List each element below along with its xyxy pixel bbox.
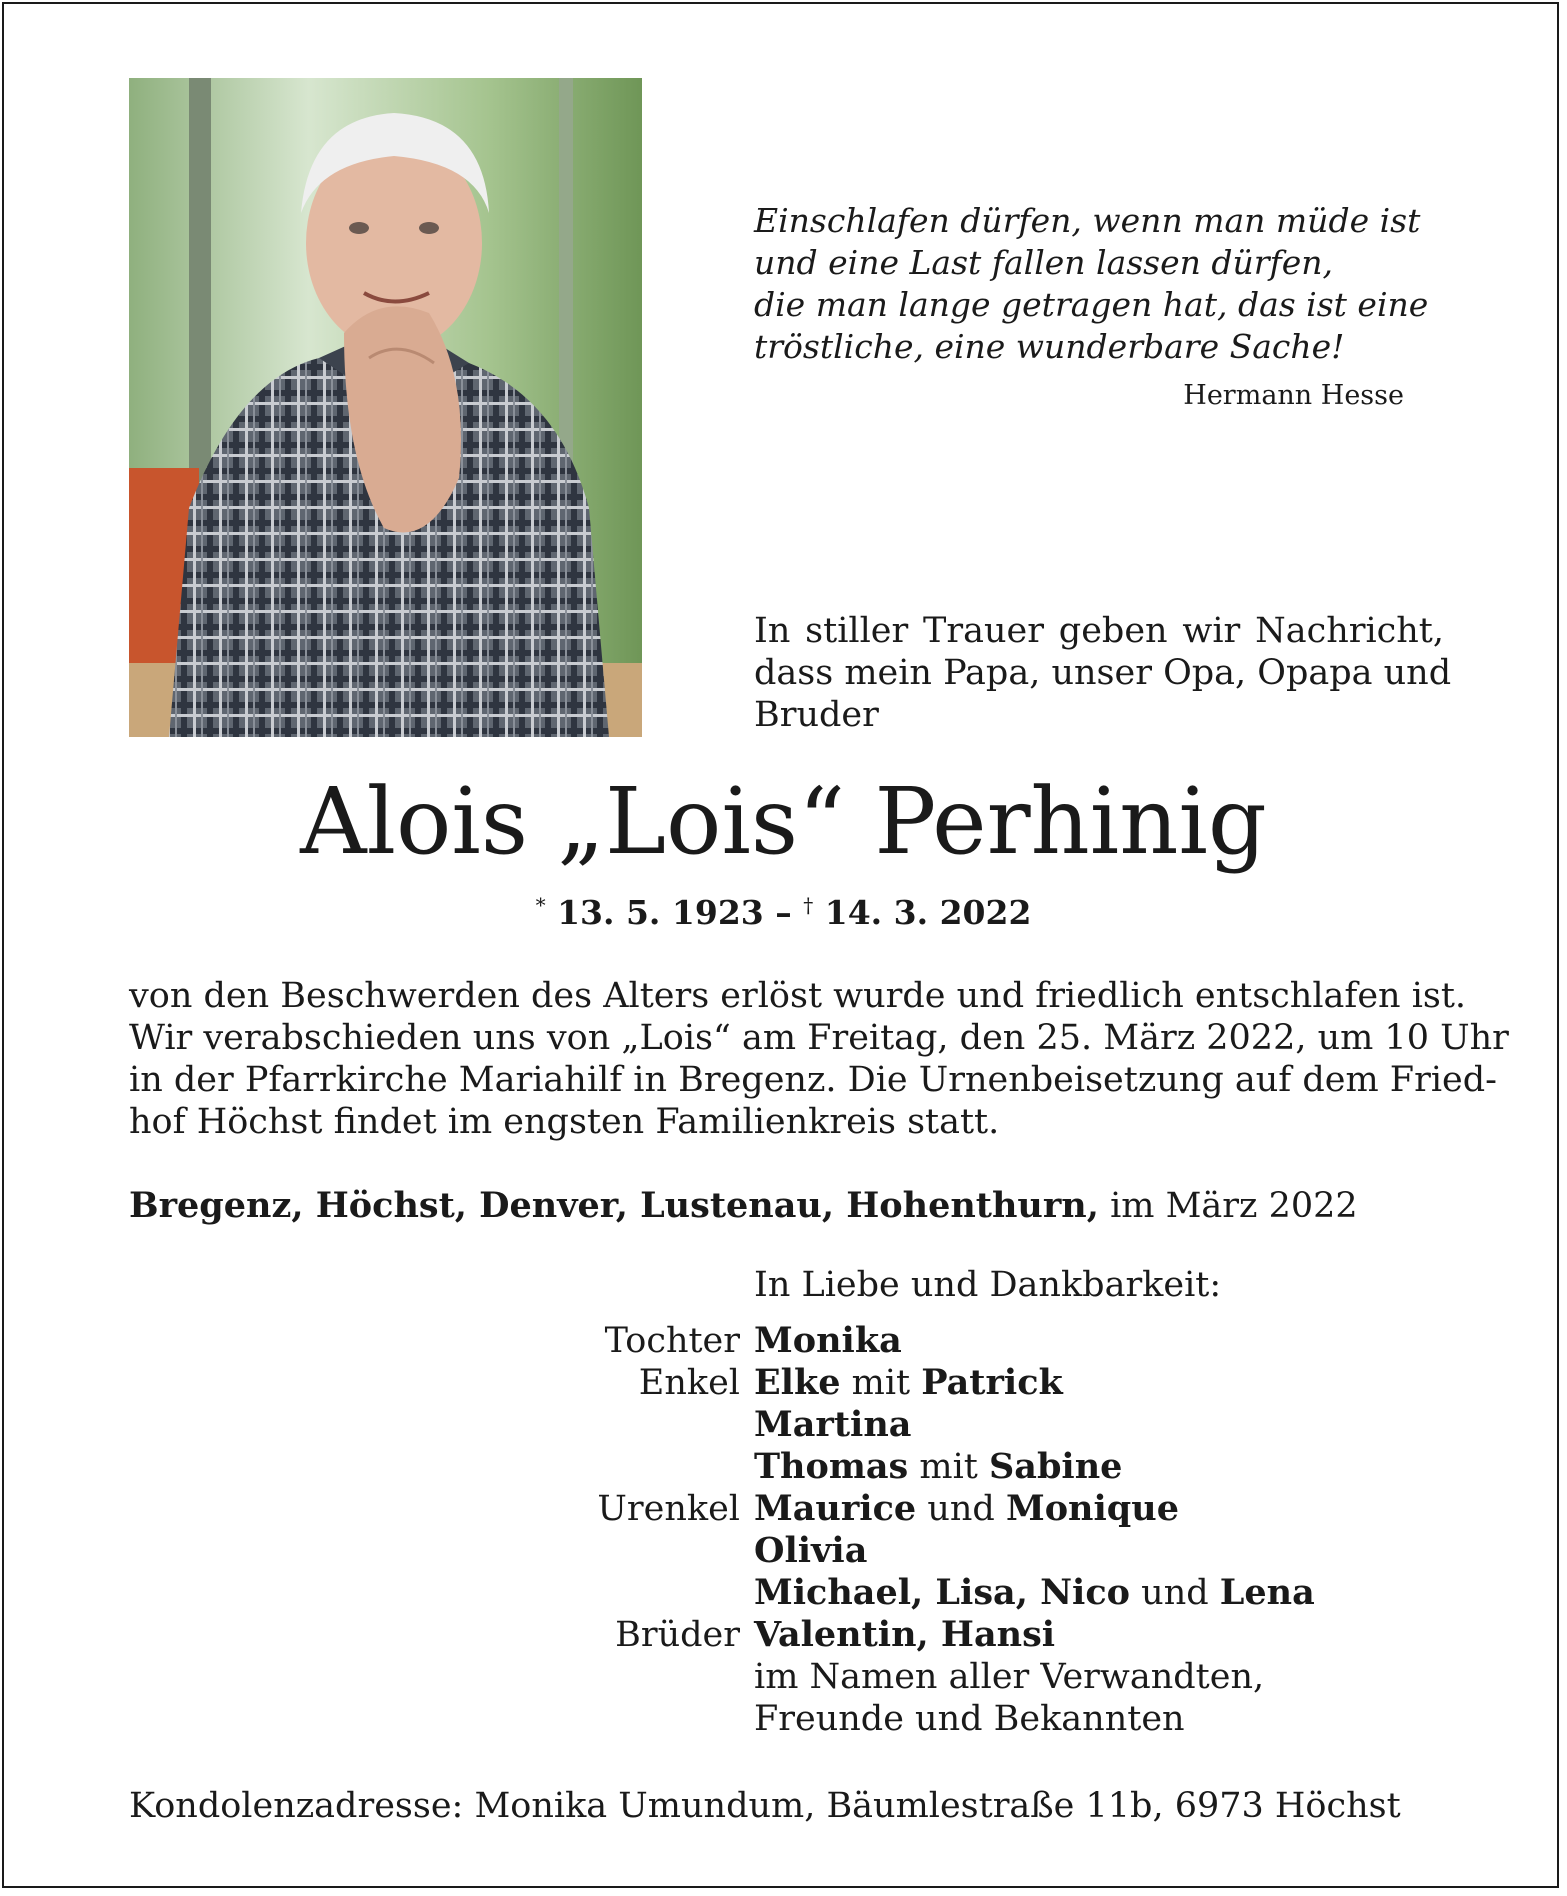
death-date: 14. 3. 2022 xyxy=(824,893,1032,932)
body-line: Wir verabschieden uns von „Lois“ am Freitag, den 25. März 2022, um 10 Uhr xyxy=(129,1018,1509,1058)
mourner-row xyxy=(500,1320,1315,1362)
closing-line: Freunde und Bekannten xyxy=(754,1699,1185,1739)
mourner-name: Monika xyxy=(754,1320,902,1361)
deceased-name: Alois „Lois“ Perhinig xyxy=(300,768,1267,875)
mourner-row xyxy=(500,1446,1315,1488)
body-line: von den Beschwerden des Alters erlöst wurde und friedlich entschlafen ist. xyxy=(129,976,1467,1016)
connector-word: mit xyxy=(919,1447,978,1487)
mourner-name: Maurice xyxy=(754,1488,917,1529)
mourner-names xyxy=(754,1572,1315,1614)
announcement-line: dass mein Papa, unser Opa, Opapa und xyxy=(754,653,1452,693)
mourner-row xyxy=(500,1698,1315,1740)
body-line: hof Höchst findet im engsten Familienkreis statt. xyxy=(129,1102,1000,1142)
portrait-illustration xyxy=(129,78,642,737)
birth-symbol: * xyxy=(535,893,546,917)
relation-label xyxy=(500,1572,754,1614)
mourner-row xyxy=(500,1488,1315,1530)
quote-line: die man lange getragen hat, das ist eine xyxy=(754,285,1429,324)
connector-word: mit xyxy=(851,1363,911,1403)
quote-line: und eine Last fallen lassen dürfen, xyxy=(754,243,1334,282)
mourner-name: Elke xyxy=(754,1362,841,1403)
relation-label: Brüder xyxy=(615,1615,740,1655)
mourner-name: Sabine xyxy=(989,1446,1123,1487)
mourner-name: Patrick xyxy=(921,1362,1063,1403)
relation-label xyxy=(500,1698,754,1740)
mourner-row xyxy=(500,1530,1315,1572)
mourner-names xyxy=(754,1488,1179,1530)
quote-author: Hermann Hesse xyxy=(1183,380,1404,411)
mourner-name: Monique xyxy=(1005,1488,1179,1529)
mourner-names xyxy=(754,1404,911,1446)
mourner-name: Martina xyxy=(754,1404,912,1445)
mourner-row xyxy=(500,1614,1315,1656)
thanks-line: In Liebe und Dankbarkeit: xyxy=(754,1265,1222,1305)
relation-label xyxy=(500,1404,754,1446)
mourners-list xyxy=(500,1320,1315,1740)
relation-label: Enkel xyxy=(638,1363,740,1403)
announcement xyxy=(754,610,1452,736)
places-list: Bregenz, Höchst, Denver, Lustenau, Hohenthurn, xyxy=(129,1185,1099,1226)
relation-label xyxy=(500,1446,754,1488)
notice-body xyxy=(129,975,1509,1143)
mourner-names xyxy=(754,1362,1063,1404)
mourner-row xyxy=(500,1656,1315,1698)
mourner-names xyxy=(754,1530,867,1572)
announcement-line: In stiller Trauer geben wir Nachricht, xyxy=(754,611,1444,651)
portrait-photo xyxy=(129,78,642,737)
mourner-name: Michael, Lisa, Nico xyxy=(754,1572,1131,1613)
life-dates xyxy=(0,893,1567,932)
death-symbol: † xyxy=(803,893,814,917)
mourner-name: Thomas xyxy=(754,1446,909,1487)
mourner-name: Lena xyxy=(1219,1572,1315,1613)
connector-word: und xyxy=(927,1489,995,1529)
hesse-quote xyxy=(754,200,1454,368)
closing-line: im Namen aller Verwandten, xyxy=(754,1657,1265,1697)
relation-label: Urenkel xyxy=(597,1489,740,1529)
birth-date: 13. 5. 1923 xyxy=(557,893,764,932)
relation-label: Tochter xyxy=(604,1321,740,1361)
body-line: in der Pfarrkirche Mariahilf in Bregenz. Die Urnenbeisetzung auf dem Fried- xyxy=(129,1060,1497,1100)
condolence-address: Kondolenzadresse: Monika Umundum, Bäumlestraße 11b, 6973 Höchst xyxy=(129,1786,1401,1826)
relation-label xyxy=(500,1656,754,1698)
mourner-names xyxy=(754,1614,1055,1656)
quote-line: Einschlafen dürfen, wenn man müde ist xyxy=(754,201,1421,240)
notice-date: im März 2022 xyxy=(1110,1186,1358,1226)
mourner-names xyxy=(754,1320,902,1362)
mourner-row xyxy=(500,1404,1315,1446)
date-separator: – xyxy=(775,893,792,932)
announcement-line: Bruder xyxy=(754,695,879,735)
mourner-row xyxy=(500,1362,1315,1404)
quote-line: tröstliche, eine wunderbare Sache! xyxy=(754,327,1345,366)
connector-word: und xyxy=(1141,1573,1209,1613)
places-and-date xyxy=(129,1185,1358,1226)
relation-label xyxy=(500,1530,754,1572)
mourner-row xyxy=(500,1572,1315,1614)
mourner-name: Valentin, Hansi xyxy=(754,1614,1056,1655)
mourner-name: Olivia xyxy=(754,1530,868,1571)
mourner-names xyxy=(754,1446,1122,1488)
